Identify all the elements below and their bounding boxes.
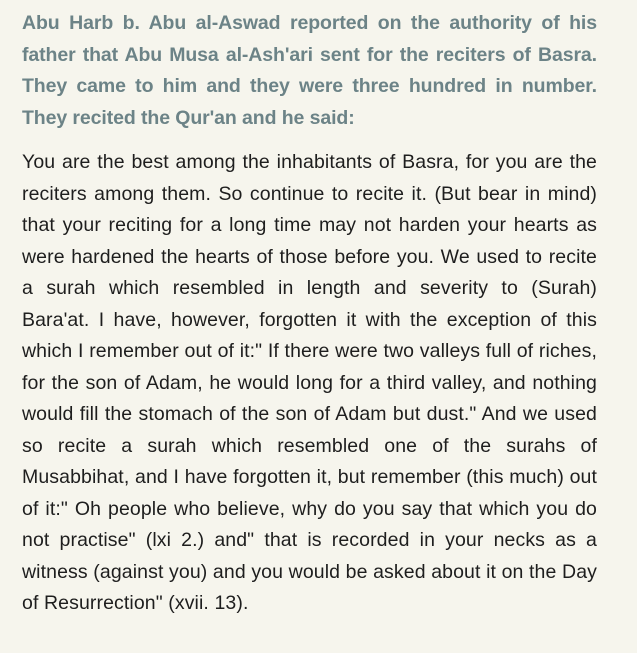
narrator-chain: Abu Harb b. Abu al-Aswad reported on the authority of his father that Abu Musa al-Ash'ari sent for the reciters of Basra. They came to him and they were three hundred in number. They recited the Qur'an and he said: <box>22 12 597 129</box>
hadith-text: You are the best among the inhabitants of Basra, for you are the reciters among them. So continue to recite it. (But bear in mind) that your reciting for a long time may not harden your hearts as were hardened the hearts of those before you. We used to recite a surah which resembled in length and severity to (Surah) Bara'at. I have, however, forgotten it with the exception of this which I remember out of it:" If there were two valleys full of riches, for the son of Adam, he would long for a third valley, and nothing would fill the stomach of the son of Adam but dust." And we used so recite a surah which resembled one of the surahs of Musabbihat, and I have forgotten it, but remember (this much) out of it:" Oh people who believe, why do you say that which you do not practise" (lxi 2.) and" that is recorded in your necks as a witness (against you) and you would be asked about it on the Day of Resurrection" (xvii. 13). <box>22 151 597 614</box>
